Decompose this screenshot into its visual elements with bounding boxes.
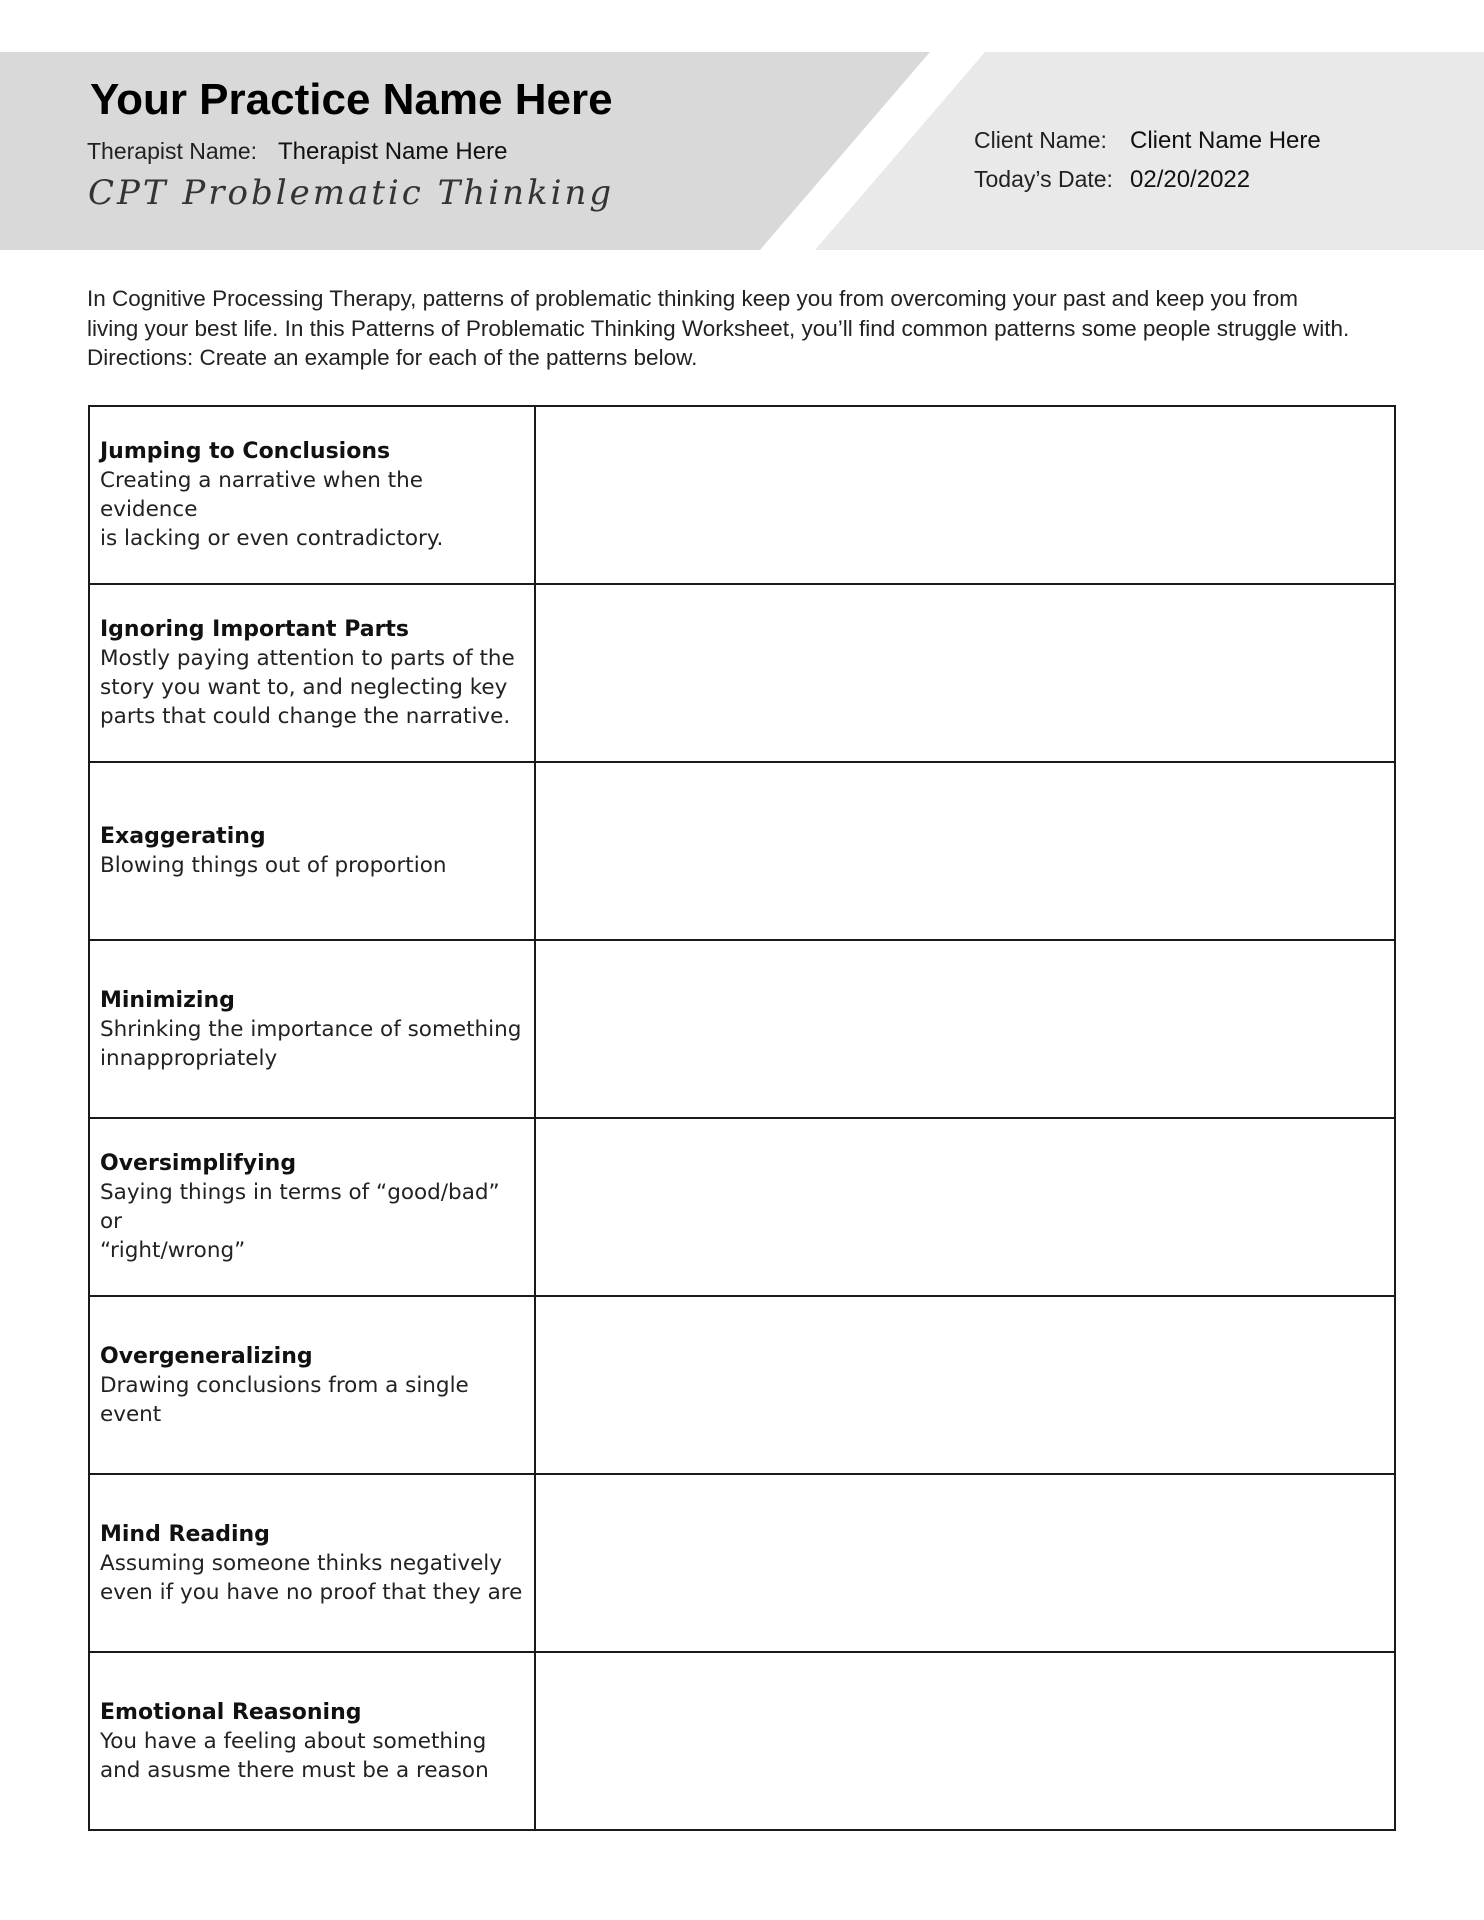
pattern-cell (90, 1119, 536, 1295)
pattern-description-line: Creating a narrative when the evidence (100, 468, 423, 522)
pattern-description-line: story you want to, and neglecting key (100, 675, 508, 700)
pattern-description-line: and asusme there must be a reason (100, 1757, 489, 1783)
pattern-description-line: “right/wrong” (100, 1238, 246, 1263)
pattern-name: Mind Reading (100, 1521, 270, 1547)
example-input-cell[interactable] (536, 1653, 1394, 1829)
pattern-description-line: parts that could change the narrative. (100, 704, 511, 729)
pattern-row (90, 941, 1394, 1119)
pattern-description-line: Shrinking the importance of something (100, 1016, 522, 1042)
client-name-field[interactable]: Client Name Here (1130, 127, 1321, 154)
intro-text (87, 284, 1407, 373)
pattern-cell (90, 941, 536, 1117)
pattern-description-line: Blowing things out of proportion (100, 853, 447, 878)
example-input-cell[interactable] (536, 1297, 1394, 1473)
directions-line: Directions: Create an example for each of the patterns below. (87, 345, 698, 370)
pattern-description-line: even if you have no proof that they are (100, 1579, 523, 1605)
pattern-description-line: is lacking or even contradictory. (100, 526, 444, 551)
pattern-name: Oversimplifying (100, 1151, 297, 1176)
pattern-row (90, 1475, 1394, 1653)
pattern-cell (90, 763, 536, 939)
intro-line: living your best life. In this Patterns of Problematic Thinking Worksheet, you’ll find common patterns some people struggle with. (87, 315, 1350, 341)
pattern-row (90, 763, 1394, 941)
date-label: Today’s Date: (974, 166, 1113, 192)
pattern-row (90, 1297, 1394, 1475)
example-input-cell[interactable] (536, 407, 1394, 583)
practice-name: Your Practice Name Here (90, 75, 613, 124)
therapist-name-field[interactable]: Therapist Name Here (278, 138, 508, 165)
worksheet-title: CPT Problematic Thinking (88, 173, 615, 213)
pattern-description-line: You have a feeling about something (100, 1728, 487, 1754)
pattern-description-line: Drawing conclusions from a single (100, 1372, 469, 1398)
example-input-cell[interactable] (536, 1475, 1394, 1651)
example-input-cell[interactable] (536, 585, 1394, 761)
pattern-name: Minimizing (100, 987, 235, 1013)
pattern-description-line: Assuming someone thinks negatively (100, 1550, 503, 1576)
example-input-cell[interactable] (536, 763, 1394, 939)
therapist-name-label: Therapist Name: (87, 138, 258, 164)
pattern-description-line: innappropriately (100, 1045, 278, 1071)
intro-line: In Cognitive Processing Therapy, patterns of problematic thinking keep you from overcoming your past and keep you from (87, 286, 1299, 311)
pattern-row (90, 1119, 1394, 1297)
pattern-name: Emotional Reasoning (100, 1699, 362, 1725)
patterns-table (88, 405, 1396, 1831)
pattern-row (90, 407, 1394, 585)
pattern-row (90, 1653, 1394, 1829)
client-name-label: Client Name: (974, 127, 1107, 153)
date-field[interactable]: 02/20/2022 (1130, 166, 1251, 193)
pattern-description-line: Mostly paying attention to parts of the (100, 646, 515, 671)
pattern-row (90, 585, 1394, 763)
pattern-name: Jumping to Conclusions (100, 439, 391, 464)
example-input-cell[interactable] (536, 941, 1394, 1117)
pattern-cell (90, 585, 536, 761)
pattern-cell (90, 1297, 536, 1473)
pattern-cell (90, 1475, 536, 1651)
pattern-cell (90, 1653, 536, 1829)
pattern-cell (90, 407, 536, 583)
pattern-name: Exaggerating (100, 824, 266, 849)
example-input-cell[interactable] (536, 1119, 1394, 1295)
pattern-name: Overgeneralizing (100, 1343, 313, 1369)
pattern-description-line: Saying things in terms of “good/bad” or (100, 1180, 500, 1234)
pattern-description-line: event (100, 1401, 162, 1427)
pattern-name: Ignoring Important Parts (100, 617, 410, 642)
